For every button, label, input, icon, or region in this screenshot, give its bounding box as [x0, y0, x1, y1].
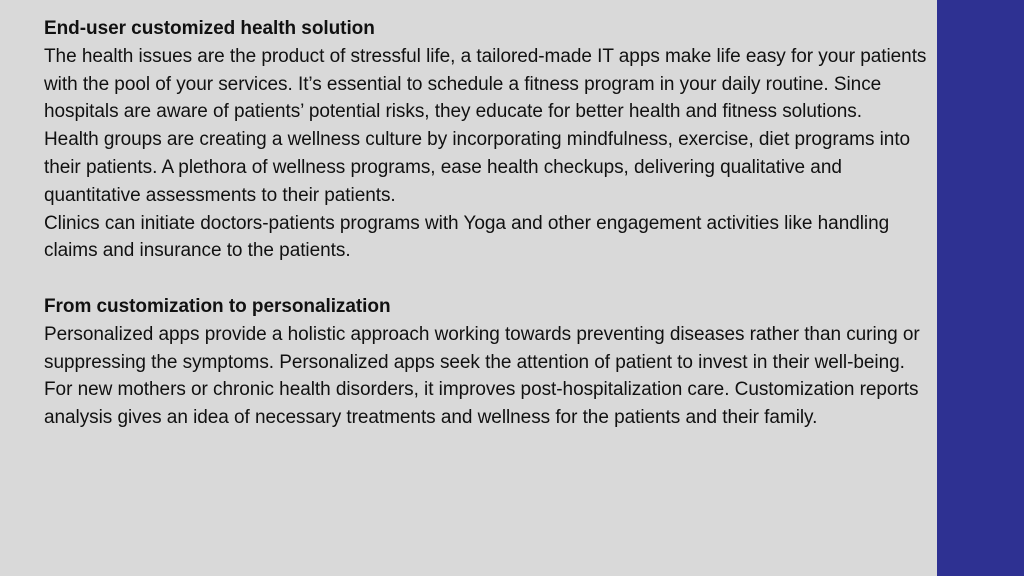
paragraph-wellness-culture: Health groups are creating a wellness culture by incorporating mindfulness, exercise, diet programs into their patients. A plethora of wellness programs, ease health checkups, delivering qualitative and quantitative assessments to their patients.	[44, 129, 911, 206]
accent-side-bar	[937, 0, 1024, 576]
paragraph-personalized-apps: Personalized apps provide a holistic approach working towards preventing diseases rather than curing or suppressing the symptoms. Personalized apps seek the attention of patient to invest in their well-being. For new mothers or chronic health disorders, it improves post-hospitalization care. Customization reports analysis gives an idea of necessary treatments and wellness for the patients and their family.	[44, 323, 920, 429]
section-heading-personalization: From customization to personalization	[44, 295, 391, 317]
section-spacer	[44, 265, 930, 293]
paragraph-clinics: Clinics can initiate doctors-patients programs with Yoga and other engagement activities like handling claims and insurance to the patients.	[44, 212, 890, 262]
text-content	[44, 15, 930, 432]
section-heading-customized-health: End-user customized health solution	[44, 18, 375, 39]
paragraph-health-issues: The health issues are the product of stressful life, a tailored-made IT apps make life easy for your patients with the pool of your services. It’s essential to schedule a fitness program in your daily routine. Since hospitals are aware of patients’ potential risks, they educate for better health and fitness solutions.	[44, 45, 927, 123]
